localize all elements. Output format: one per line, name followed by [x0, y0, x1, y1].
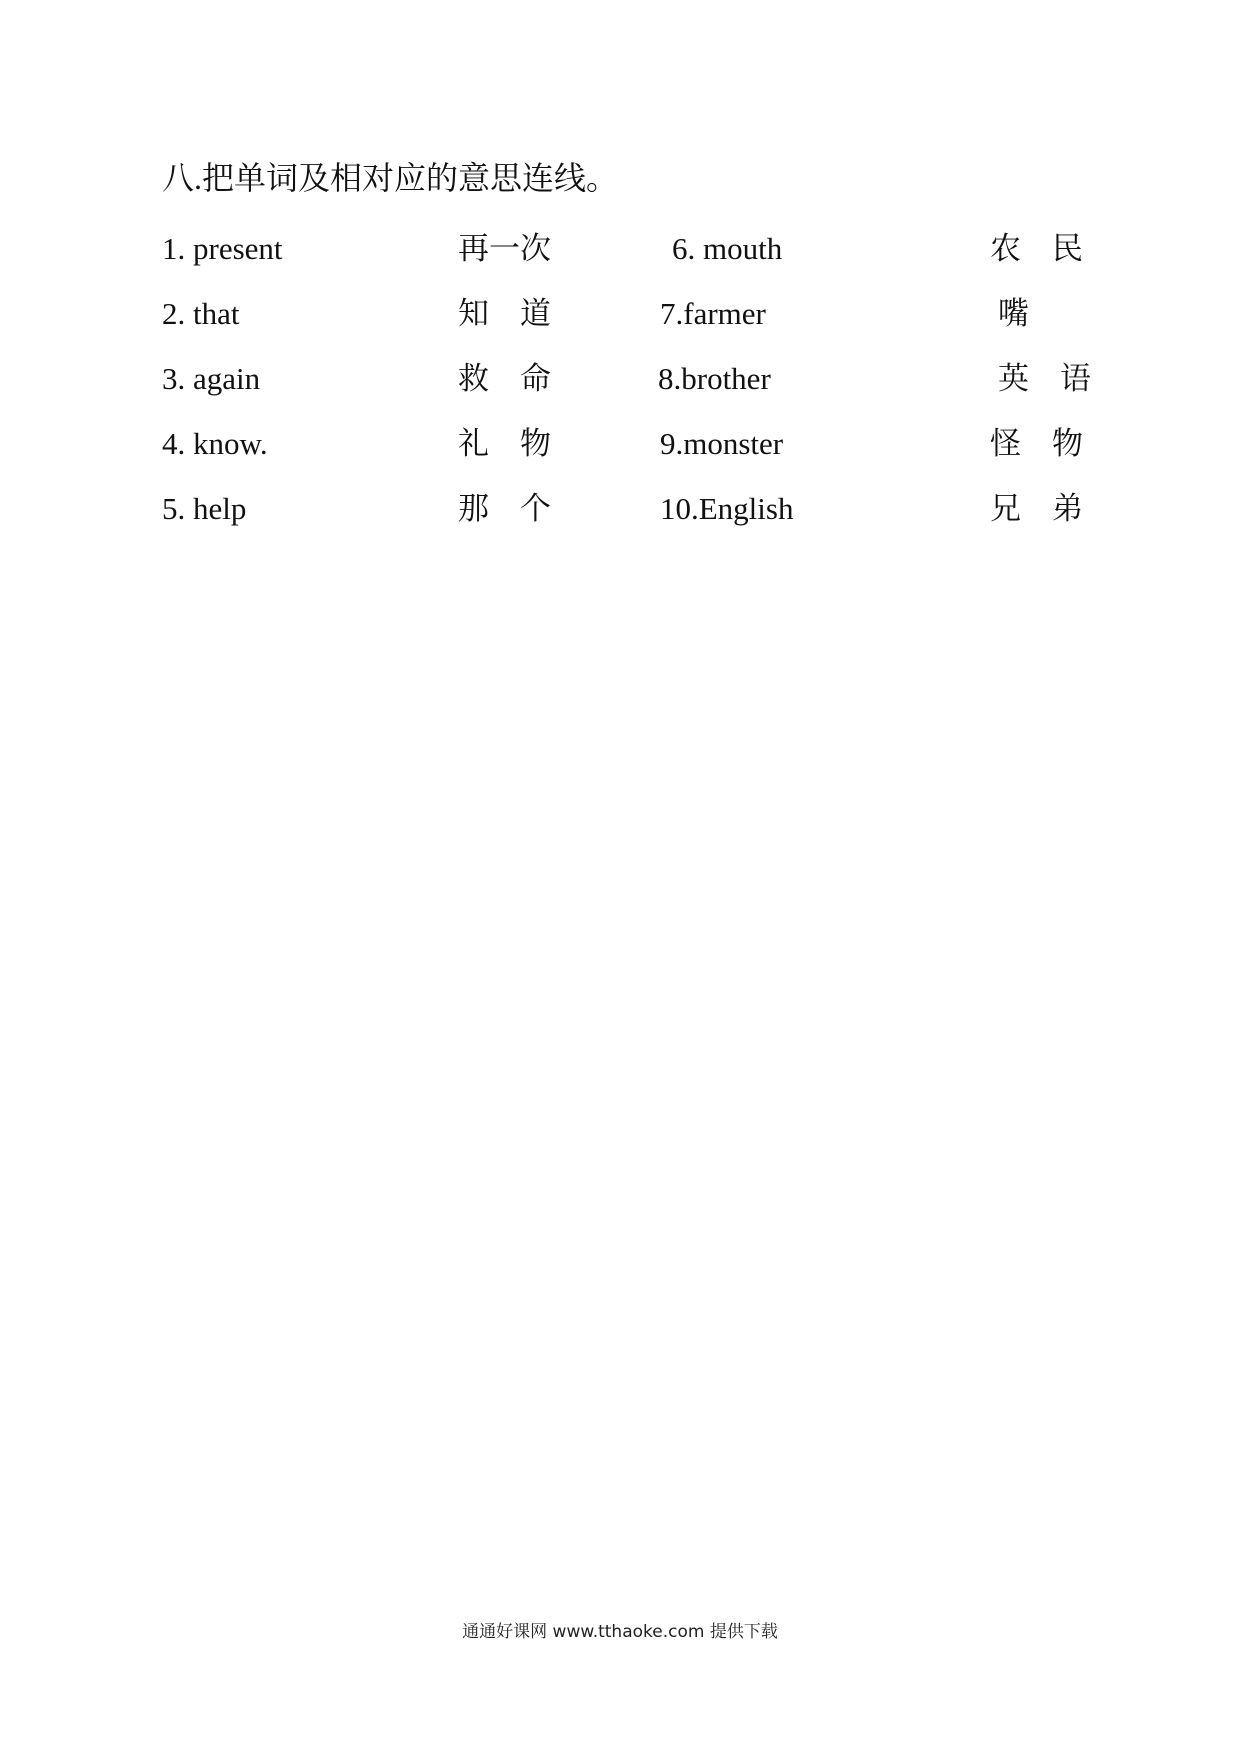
meaning-item-6: 农 民: [990, 231, 1083, 266]
meaning-item-2: 知 道: [458, 296, 551, 331]
word-item-9: 9.monster: [660, 426, 784, 461]
word-item-6: 6. mouth: [672, 231, 783, 266]
word-item-3: 3. again: [162, 361, 261, 396]
meaning-item-3: 救 命: [458, 361, 551, 396]
meaning-item-10: 兄 弟: [990, 491, 1083, 526]
meaning-item-7: 嘴: [998, 296, 1029, 331]
exercise-heading: 八.把单词及相对应的意思连线。: [162, 160, 619, 196]
page-footer: 通通好课网 www.tthaoke.com 提供下载: [462, 1622, 778, 1642]
word-item-4: 4. know.: [162, 426, 268, 461]
word-item-7: 7.farmer: [660, 296, 766, 331]
meaning-item-4: 礼 物: [458, 426, 551, 461]
meaning-item-5: 那 个: [458, 491, 551, 526]
meaning-item-1: 再一次: [458, 231, 551, 266]
word-item-5: 5. help: [162, 491, 247, 526]
word-item-8: 8.brother: [658, 361, 771, 396]
meaning-item-9: 怪 物: [990, 426, 1083, 461]
word-item-2: 2. that: [162, 296, 240, 331]
meaning-item-8: 英 语: [998, 361, 1091, 396]
word-item-1: 1. present: [162, 231, 283, 266]
word-item-10: 10.English: [660, 491, 794, 526]
